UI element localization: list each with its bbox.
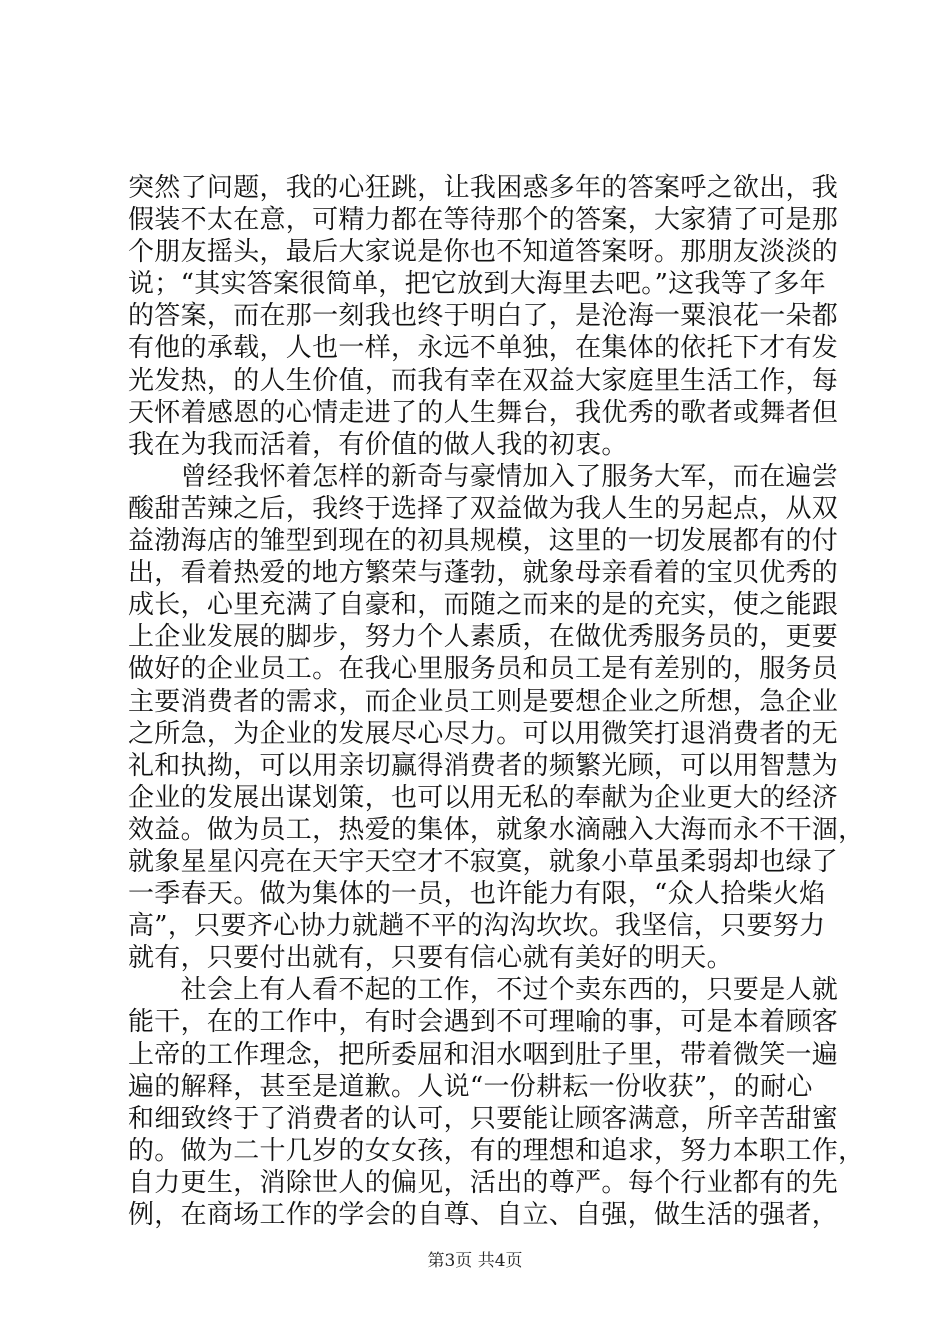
text-line: 自力更生，消除世人的偏见，活出的尊严。每个行业都有的先 — [128, 1167, 839, 1198]
text-line: 礼和执拗，可以用亲切赢得消费者的频繁光顾，可以用智慧为 — [128, 750, 839, 781]
text-line: 假装不太在意，可精力都在等待那个的答案，大家猜了可是那 — [128, 205, 839, 236]
text-line: 的答案，而在那一刻我也终于明白了，是沧海一粟浪花一朵都 — [128, 301, 839, 332]
page-number-footer: 第3页 共4页 — [427, 1251, 523, 1271]
text-line: 有他的承载，人也一样，永远不单独，在集体的依托下才有发 — [128, 333, 839, 364]
text-line: 高”，只要齐心协力就趟不平的沟沟坎坎。我坚信，只要努力 — [128, 911, 826, 942]
text-line: 主要消费者的需求，而企业员工则是要想企业之所想，急企业 — [128, 686, 839, 717]
text-line: 益渤海店的雏型到现在的初具规模，这里的一切发展都有的付 — [128, 526, 839, 557]
text-line: 上企业发展的脚步，努力个人素质，在做优秀服务员的，更要 — [128, 622, 839, 653]
body-text — [128, 172, 865, 1231]
text-line: 做好的企业员工。在我心里服务员和员工是有差别的，服务员 — [128, 654, 839, 685]
text-line: 说；“其实答案很简单，把它放到大海里去吧。”这我等了多年 — [128, 269, 826, 300]
text-line: 出，看着热爱的地方繁荣与蓬勃，就象母亲看着的宝贝优秀的 — [128, 558, 839, 589]
text-line: 之所急，为企业的发展尽心尽力。可以用微笑打退消费者的无 — [128, 718, 839, 749]
text-line: 效益。做为员工，热爱的集体，就象水滴融入大海而永不干涸， — [128, 814, 865, 845]
text-line: 企业的发展出谋划策，也可以用无私的奉献为企业更大的经济 — [128, 782, 839, 813]
text-line: 我在为我而活着，有价值的做人我的初衷。 — [128, 429, 628, 460]
text-line: 上帝的工作理念，把所委屈和泪水咽到肚子里，带着微笑一遍 — [128, 1039, 839, 1070]
text-line: 成长，心里充满了自豪和，而随之而来的是的充实，使之能跟 — [128, 590, 839, 621]
text-line: 就有，只要付出就有，只要有信心就有美好的明天。 — [128, 943, 733, 974]
text-line: 光发热，的人生价值，而我有幸在双益大家庭里生活工作，每 — [128, 365, 839, 396]
text-line: 和细致终于了消费者的认可，只要能让顾客满意，所辛苦甜蜜 — [128, 1103, 839, 1134]
text-line: 酸甜苦辣之后，我终于选择了双益做为我人生的另起点，从双 — [128, 493, 839, 524]
text-line: 一季春天。做为集体的一员，也许能力有限，“众人拾柴火焰 — [128, 879, 826, 910]
text-line: 个朋友摇头，最后大家说是你也不知道答案呀。那朋友淡淡的 — [128, 237, 839, 268]
text-line: 就象星星闪亮在天宇天空才不寂寞，就象小草虽柔弱却也绿了 — [128, 846, 839, 877]
text-line: 遍的解释，甚至是道歉。人说“一份耕耘一份收获”，的耐心 — [128, 1071, 813, 1102]
text-line: 例，在商场工作的学会的自尊、自立、自强，做生活的强者， — [128, 1200, 839, 1230]
text-line: 社会上有人看不起的工作，不过个卖东西的，只要是人就 — [128, 975, 839, 1006]
text-line: 天怀着感恩的心情走进了的人生舞台，我优秀的歌者或舞者但 — [128, 397, 839, 428]
text-line: 的。做为二十几岁的女女孩，有的理想和追求，努力本职工作， — [128, 1135, 865, 1166]
text-line: 能干，在的工作中，有时会遇到不可理喻的事，可是本着顾客 — [128, 1007, 839, 1038]
text-line: 曾经我怀着怎样的新奇与豪情加入了服务大军，而在遍尝 — [128, 461, 839, 492]
text-line: 突然了问题，我的心狂跳，让我困惑多年的答案呼之欲出，我 — [128, 173, 839, 203]
